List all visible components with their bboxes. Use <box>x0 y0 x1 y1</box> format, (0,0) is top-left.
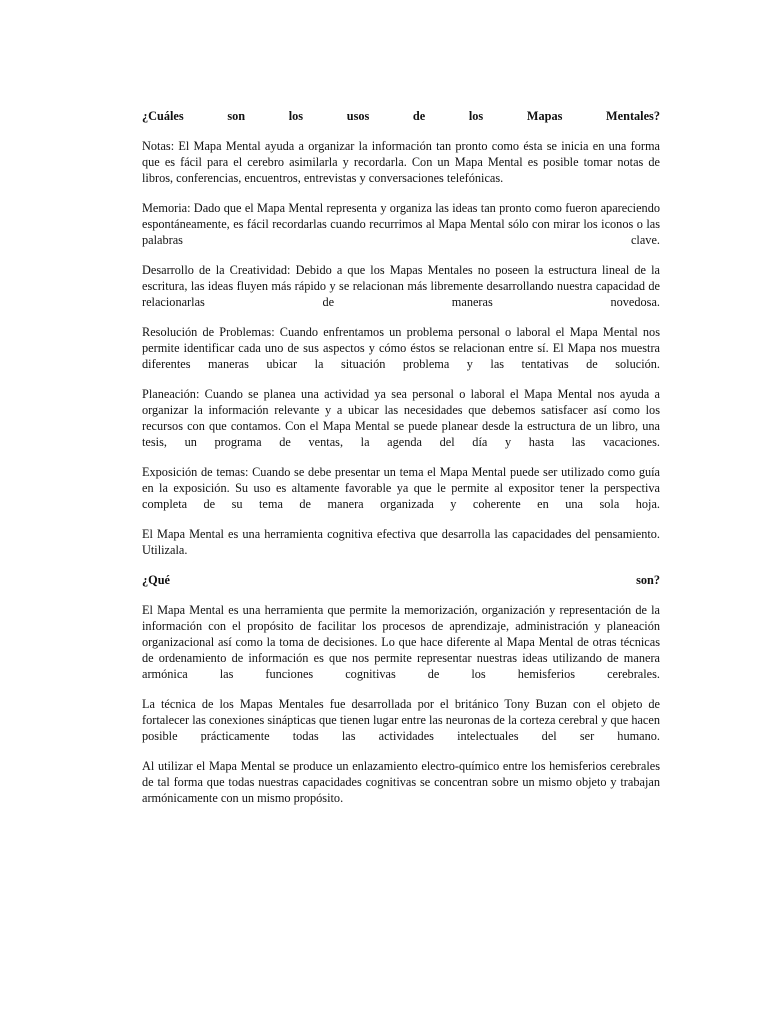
paragraph-herramienta: El Mapa Mental es una herramienta cognitiva efectiva que desarrolla las capacidades del pensamiento. Utilizala. <box>142 527 660 557</box>
paragraph-tecnica: La técnica de los Mapas Mentales fue desarrollada por el británico Tony Buzan con el objeto de fortalecer las conexiones sinápticas que tienen lugar entre las neuronas de la corteza cerebral y que hacen posible prácticamente todas las actividades intelectuales del ser humano. <box>142 697 660 743</box>
paragraph-problemas: Resolución de Problemas: Cuando enfrentamos un problema personal o laboral el Mapa Mental nos permite identificar cada uno de sus aspectos y cómo éstos se relacionan entre sí. El Mapa nos muestra diferentes maneras ubicar la situación problema y las tentativas de solución. <box>142 325 660 371</box>
document-page <box>142 108 660 820</box>
heading-usos: ¿Cuáles son los usos de los Mapas Mentales? <box>142 109 660 123</box>
paragraph-definicion: El Mapa Mental es una herramienta que permite la memorización, organización y representación de la información con el propósito de facilitar los procesos de aprendizaje, administración y planeación organizacional así como la toma de decisiones. Lo que hace diferente al Mapa Mental de otras técnicas de ordenamiento de información es que nos permite representar nuestras ideas utilizando de manera armónica las funciones cognitivas de los hemisferios cerebrales. <box>142 603 660 681</box>
heading-que-son: ¿Qué son? <box>142 573 660 587</box>
paragraph-exposicion: Exposición de temas: Cuando se debe presentar un tema el Mapa Mental puede ser utilizado como guía en la exposición. Su uso es altamente favorable ya que le permite al expositor tener la perspectiva completa de su tema de manera organizada y coherente en una sola hoja. <box>142 465 660 511</box>
paragraph-notas: Notas: El Mapa Mental ayuda a organizar la información tan pronto como ésta se inicia en una forma que es fácil para el cerebro asimilarla y recordarla. Con un Mapa Mental es posible tomar notas de libros, conferencias, encuentros, entrevistas y conversaciones telefónicas. <box>142 139 660 185</box>
paragraph-memoria: Memoria: Dado que el Mapa Mental representa y organiza las ideas tan pronto como fueron apareciendo espontáneamente, es fácil recordarlas cuando recurrimos al Mapa Mental sólo con mirar los iconos o las palabras clave. <box>142 201 660 247</box>
paragraph-creatividad: Desarrollo de la Creatividad: Debido a que los Mapas Mentales no poseen la estructura lineal de la escritura, las ideas fluyen más rápido y se relacionan más libremente desarrollando nuestra capacidad de relacionarlas de maneras novedosa. <box>142 263 660 309</box>
paragraph-planeacion: Planeación: Cuando se planea una actividad ya sea personal o laboral el Mapa Mental nos ayuda a organizar la información relevante y a ubicar las necesidades que debemos satisfacer así como los recursos con que contamos. Con el Mapa Mental se puede planear desde la estructura de un libro, una tesis, un programa de ventas, la agenda del día y hasta las vacaciones. <box>142 387 660 449</box>
paragraph-enlazamiento: Al utilizar el Mapa Mental se produce un enlazamiento electro-químico entre los hemisferios cerebrales de tal forma que todas nuestras capacidades cognitivas se concentran sobre un mismo objeto y trabajan armónicamente con un mismo propósito. <box>142 759 660 805</box>
